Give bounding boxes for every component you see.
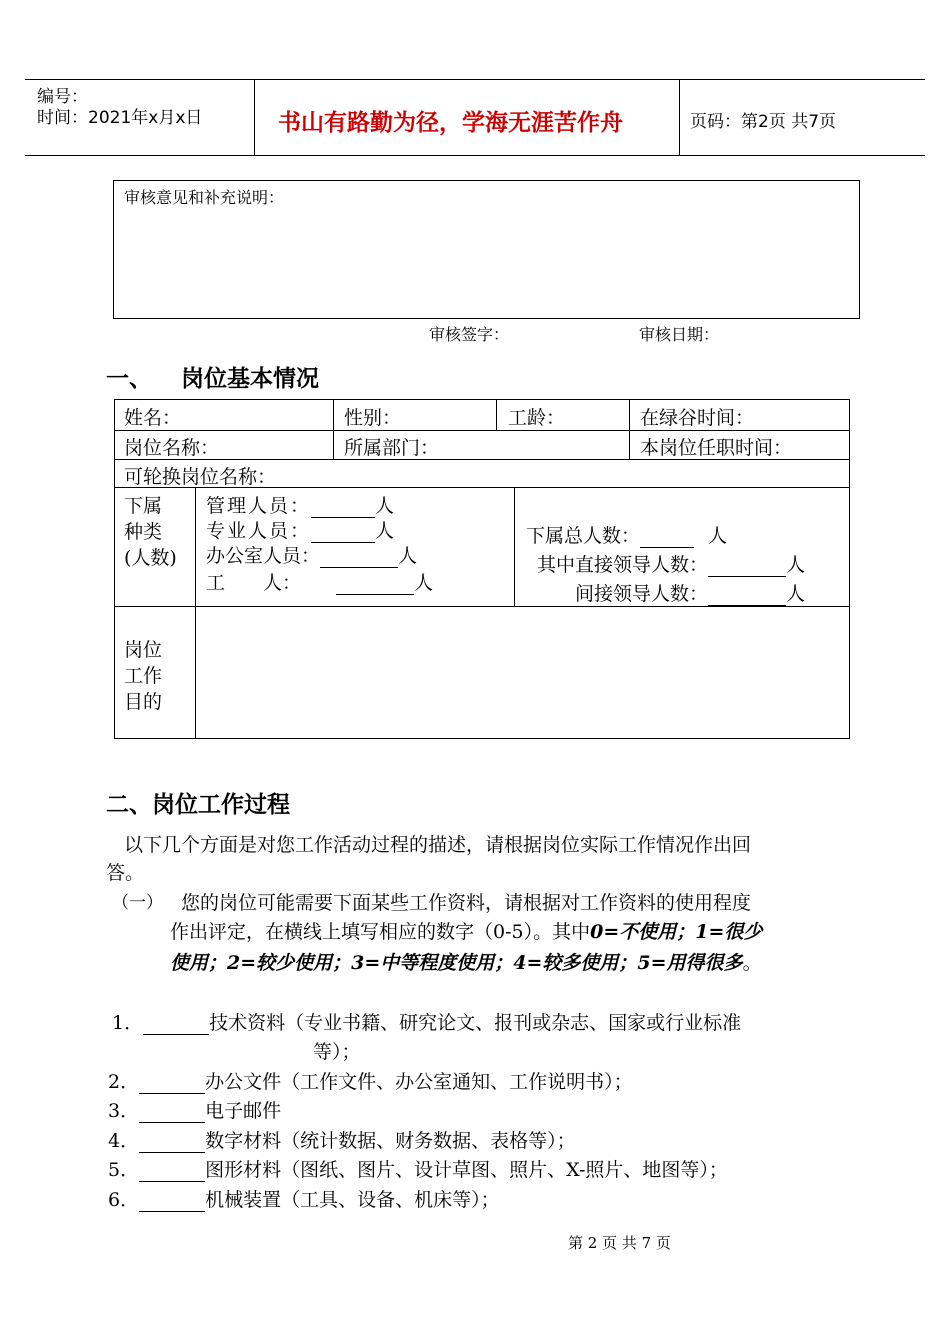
table-rule (114, 399, 115, 739)
table-rule (496, 399, 497, 430)
table-rule (849, 399, 850, 739)
sub-type-label: 工 人： (206, 572, 302, 594)
item-rating-blank[interactable] (139, 1159, 205, 1182)
position-name-field[interactable]: 岗位名称： (124, 437, 220, 459)
gender-field[interactable]: 性别： (344, 407, 402, 429)
list-item (108, 1096, 281, 1123)
subordinates-label-line: 下属 (124, 495, 163, 517)
table-rule (114, 399, 850, 400)
list-item (108, 1126, 576, 1153)
indirect-leader-count[interactable] (575, 579, 805, 606)
table-rule (195, 487, 196, 738)
total-count-blank[interactable] (640, 525, 694, 548)
total-subordinates[interactable] (526, 521, 727, 548)
unit-label: 人 (786, 554, 806, 576)
item-number: 1． (112, 1012, 144, 1034)
purpose-label-line: 岗位 (124, 639, 163, 661)
unit-label: 人 (414, 572, 434, 594)
item-rating-blank[interactable] (143, 1012, 209, 1035)
purpose-label-line: 目的 (124, 691, 163, 713)
item-number: 6． (108, 1189, 140, 1211)
item-text: 机械装置（工具、设备、机床等）； (205, 1189, 500, 1211)
section2-intro-line2: 答。 (106, 862, 145, 884)
item-rating-blank[interactable] (139, 1071, 205, 1094)
indirect-count-blank[interactable] (708, 583, 786, 606)
sub-type-management[interactable] (206, 491, 396, 518)
review-signature-label: 审核签字： (429, 325, 510, 344)
review-date-label: 审核日期： (639, 325, 720, 344)
q1-scale-part2: 使用；2=较少使用；3=中等程度使用；4=较多使用；5=用得很多 (170, 952, 743, 974)
table-rule (114, 606, 850, 607)
unit-label: 人 (708, 525, 728, 547)
header-top-rule (25, 79, 925, 80)
item-text: 图形材料（图纸、图片、设计草图、照片、X-照片、地图等）； (205, 1159, 728, 1181)
table-rule (333, 399, 334, 459)
table-rule (114, 430, 850, 431)
sub-type-office[interactable] (206, 541, 417, 568)
indirect-leader-label: 间接领导人数： (575, 583, 709, 605)
header-motto: 书山有路勤为径，学海无涯苦作舟 (278, 110, 623, 136)
item-number: 2． (108, 1071, 140, 1093)
purpose-input-area[interactable] (197, 608, 847, 736)
item-number: 3． (108, 1100, 140, 1122)
direct-count-blank[interactable] (708, 554, 786, 577)
table-rule (114, 738, 850, 739)
q1-scale-part1: 0=不使用；1=很少 (590, 921, 763, 943)
list-item-continuation: 等）； (313, 1041, 361, 1063)
sub-type-label: 管理人员： (206, 495, 312, 517)
header-bottom-rule (25, 155, 925, 156)
header-divider-left (254, 80, 255, 155)
sub-count-blank[interactable] (311, 520, 375, 543)
sub-type-worker[interactable] (206, 568, 433, 595)
footer-page-number: 第 2 页 共 7 页 (568, 1234, 671, 1252)
unit-label: 人 (375, 495, 397, 517)
item-text: 技术资料（专业书籍、研究论文、报刊或杂志、国家或行业标准 (209, 1012, 742, 1034)
sub-count-blank[interactable] (336, 572, 414, 595)
header-number-label: 编号： (37, 87, 88, 107)
sub-type-label: 办公室人员： (206, 545, 321, 567)
sub-count-blank[interactable] (320, 545, 398, 568)
sub-type-professional[interactable] (206, 516, 396, 543)
rotatable-position-field[interactable]: 可轮换岗位名称： (124, 466, 277, 488)
unit-label: 人 (375, 520, 397, 542)
unit-label: 人 (398, 545, 418, 567)
company-time-field[interactable]: 在绿谷时间： (640, 407, 755, 429)
header-divider-right (679, 80, 680, 155)
q1-line2 (170, 917, 762, 944)
list-item (108, 1185, 500, 1212)
item-number: 4． (108, 1130, 140, 1152)
review-comment-box[interactable] (113, 180, 860, 319)
section2-intro-line1: 以下几个方面是对您工作活动过程的描述，请根据岗位实际工作情况作出回 (124, 834, 752, 856)
q1-line3 (170, 948, 762, 975)
department-field[interactable]: 所属部门： (344, 437, 440, 459)
item-number: 5． (108, 1159, 140, 1181)
item-rating-blank[interactable] (139, 1189, 205, 1212)
section1-title: 岗位基本情况 (181, 366, 319, 392)
tenure-field[interactable]: 本岗位任职时间： (640, 437, 793, 459)
list-item (108, 1155, 728, 1182)
item-rating-blank[interactable] (139, 1100, 205, 1123)
section2-title: 二、岗位工作过程 (106, 792, 290, 818)
item-text: 电子邮件 (205, 1100, 282, 1122)
list-item (108, 1067, 633, 1094)
table-rule (514, 487, 515, 606)
direct-leader-label: 其中直接领导人数： (537, 554, 709, 576)
subordinates-label-line: 种类 (124, 521, 163, 543)
item-text: 办公文件（工作文件、办公室通知、工作说明书）； (205, 1071, 633, 1093)
header-time-label: 时间：2021年x月x日 (37, 108, 203, 128)
sub-type-label: 专业人员： (206, 520, 312, 542)
total-subordinates-label: 下属总人数： (526, 525, 641, 547)
list-item (112, 1008, 741, 1035)
name-field[interactable]: 姓名： (124, 407, 182, 429)
seniority-field[interactable]: 工龄： (508, 407, 566, 429)
review-comment-label: 审核意见和补充说明： (124, 188, 285, 207)
sub-count-blank[interactable] (311, 495, 375, 518)
q1-line3-end: 。 (742, 952, 762, 974)
q1-line2-text: 作出评定，在横线上填写相应的数字（0-5）。其中 (170, 921, 591, 943)
q1-marker: （一） (112, 893, 163, 913)
direct-leader-count[interactable] (537, 550, 805, 577)
item-rating-blank[interactable] (139, 1130, 205, 1153)
table-rule (629, 399, 630, 459)
subordinates-label-line: (人数) (124, 547, 177, 569)
purpose-label-line: 工作 (124, 665, 163, 687)
q1-line1: 您的岗位可能需要下面某些工作资料，请根据对工作资料的使用程度 (181, 892, 752, 914)
item-text: 数字材料（统计数据、财务数据、表格等）； (205, 1130, 576, 1152)
header-page-info: 页码：第2页 共7页 (690, 112, 837, 132)
unit-label: 人 (786, 583, 806, 605)
section1-number: 一、 (106, 366, 152, 392)
